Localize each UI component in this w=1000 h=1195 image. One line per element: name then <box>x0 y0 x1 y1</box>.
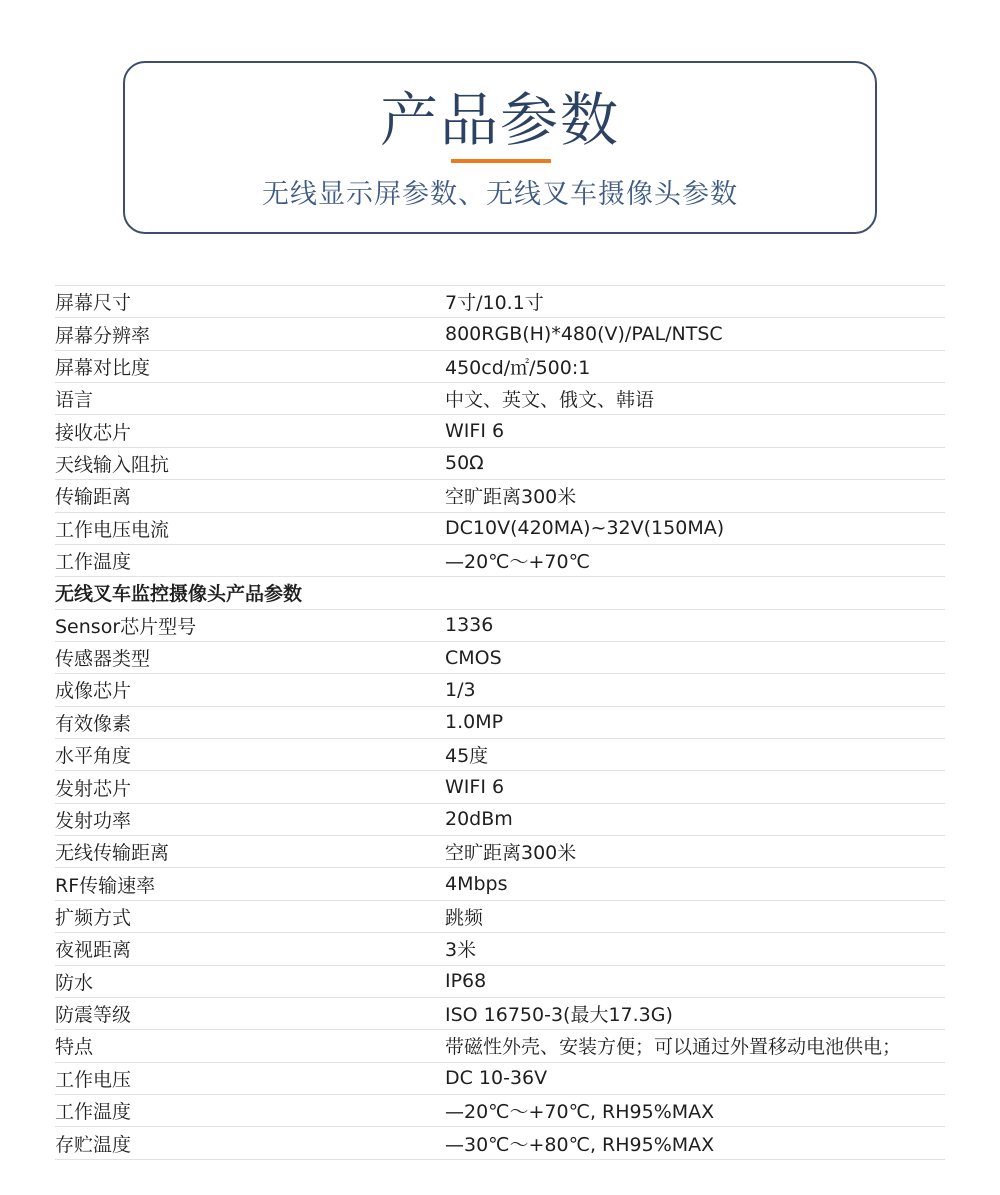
spec-value: DC 10-36V <box>445 1067 548 1090</box>
spec-value: CMOS <box>445 646 502 669</box>
spec-row <box>55 642 945 674</box>
spec-label: 工作电压电流 <box>55 518 170 541</box>
spec-value: WIFI 6 <box>445 776 505 799</box>
spec-row <box>55 351 945 383</box>
spec-row <box>55 415 945 447</box>
spec-row <box>55 901 945 933</box>
spec-row <box>55 286 945 318</box>
title-underline <box>451 159 551 163</box>
spec-row <box>55 318 945 350</box>
spec-value: 中文、英文、俄文、韩语 <box>445 389 655 412</box>
spec-row <box>55 998 945 1030</box>
spec-row <box>55 610 945 642</box>
spec-value: 20dBm <box>445 808 513 831</box>
spec-label: 发射功率 <box>55 809 132 832</box>
spec-row <box>55 836 945 868</box>
spec-value: IP68 <box>445 970 487 993</box>
spec-row <box>55 933 945 965</box>
spec-label: 无线传输距离 <box>55 842 170 865</box>
spec-value: 跳频 <box>445 907 484 929</box>
spec-row <box>55 480 945 512</box>
spec-label: 成像芯片 <box>55 680 132 703</box>
spec-label: 语言 <box>55 389 94 412</box>
section-heading-row <box>55 577 945 609</box>
spec-row <box>55 868 945 900</box>
spec-label: 工作温度 <box>55 1101 132 1124</box>
spec-value: 1336 <box>445 614 494 637</box>
spec-value: —30℃～+80℃, RH95%MAX <box>445 1133 715 1156</box>
spec-label: 防震等级 <box>55 1004 132 1027</box>
spec-value: 1/3 <box>445 678 476 701</box>
spec-row <box>55 383 945 415</box>
spec-value: 7寸/10.1寸 <box>445 292 544 315</box>
spec-row <box>55 804 945 836</box>
spec-value: 800RGB(H)*480(V)/PAL/NTSC <box>445 323 723 346</box>
section-heading: 无线叉车监控摄像头产品参数 <box>55 583 303 606</box>
spec-row <box>55 674 945 706</box>
spec-label: 工作电压 <box>55 1068 132 1091</box>
page-subtitle: 无线显示屏参数、无线叉车摄像头参数 <box>262 179 738 210</box>
spec-value: 45度 <box>445 745 489 768</box>
spec-value: 50Ω <box>445 452 484 475</box>
spec-value: DC10V(420MA)~32V(150MA) <box>445 517 725 540</box>
page-title: 产品参数 <box>379 86 620 154</box>
spec-value: 空旷距离300米 <box>445 842 577 865</box>
spec-label: 防水 <box>55 971 94 994</box>
spec-label: 接收芯片 <box>55 421 132 444</box>
spec-label: 水平角度 <box>55 745 132 768</box>
spec-value: —20℃～+70℃ <box>445 551 590 574</box>
spec-value: 3米 <box>445 939 477 962</box>
spec-row <box>55 1030 945 1062</box>
spec-value: 4Mbps <box>445 873 508 896</box>
spec-label: 屏幕尺寸 <box>55 292 132 315</box>
spec-row <box>55 739 945 771</box>
spec-label: 发射芯片 <box>55 777 132 800</box>
spec-row <box>55 545 945 577</box>
spec-row <box>55 771 945 803</box>
spec-row <box>55 707 945 739</box>
spec-label: 屏幕对比度 <box>55 356 151 379</box>
spec-label: 夜视距离 <box>55 939 132 962</box>
spec-label: 有效像素 <box>55 712 132 735</box>
spec-label: 扩频方式 <box>55 907 132 929</box>
spec-label: 特点 <box>55 1036 94 1059</box>
spec-label: 工作温度 <box>55 551 132 574</box>
spec-label: RF传输速率 <box>55 874 156 897</box>
spec-row <box>55 1095 945 1127</box>
spec-value: 450cd/㎡/500:1 <box>445 356 591 379</box>
spec-value: WIFI 6 <box>445 420 505 443</box>
spec-label: 屏幕分辨率 <box>55 324 151 347</box>
spec-value: ISO 16750-3(最大17.3G) <box>445 1004 673 1027</box>
spec-label: 存贮温度 <box>55 1133 132 1156</box>
spec-row <box>55 966 945 998</box>
spec-label: 传输距离 <box>55 486 132 509</box>
spec-value: —20℃～+70℃, RH95%MAX <box>445 1101 715 1124</box>
header-card <box>123 61 877 234</box>
spec-row <box>55 1127 945 1159</box>
spec-label: 天线输入阻抗 <box>55 453 170 476</box>
spec-row <box>55 513 945 545</box>
spec-value: 带磁性外壳、安装方便；可以通过外置移动电池供电； <box>445 1036 902 1059</box>
spec-row <box>55 448 945 480</box>
spec-table <box>55 285 945 1160</box>
spec-row <box>55 1063 945 1095</box>
spec-value: 空旷距离300米 <box>445 486 577 509</box>
spec-label: Sensor芯片型号 <box>55 615 197 638</box>
spec-label: 传感器类型 <box>55 648 151 671</box>
spec-value: 1.0MP <box>445 711 504 734</box>
